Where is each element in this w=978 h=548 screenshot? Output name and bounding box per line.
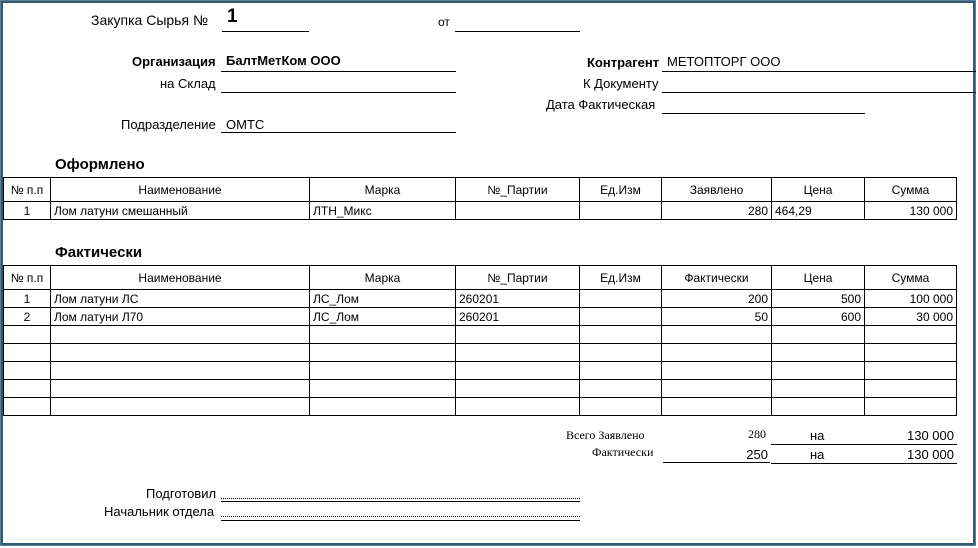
declared-total-label: Всего Заявлено bbox=[566, 428, 645, 442]
col-declared: Заявлено bbox=[662, 178, 772, 202]
actual-total-na: на bbox=[810, 447, 825, 462]
declared-total-na: на bbox=[810, 428, 825, 443]
row-price: 500 bbox=[772, 290, 865, 308]
row-sum: 30 000 bbox=[865, 308, 957, 326]
row-grade: ЛС_Лом bbox=[310, 290, 456, 308]
col-unit: Ед.Изм bbox=[580, 178, 662, 202]
dept-underline bbox=[221, 131, 456, 133]
org-underline bbox=[221, 70, 456, 72]
row-qty: 50 bbox=[662, 308, 772, 326]
col-number: № п.п bbox=[4, 266, 51, 290]
number-underline bbox=[222, 30, 309, 32]
col-batch: №_Партии bbox=[456, 266, 580, 290]
empty-row bbox=[4, 362, 957, 380]
warehouse-underline bbox=[221, 91, 456, 93]
declared-total-sum: 130 000 bbox=[907, 428, 954, 443]
row-price: 600 bbox=[772, 308, 865, 326]
prepared-label: Подготовил bbox=[146, 486, 217, 501]
row-grade: ЛТН_Микс bbox=[310, 202, 456, 220]
doc-label: К Документу bbox=[583, 76, 659, 91]
prepared-signature-line bbox=[221, 498, 580, 499]
row-number: 1 bbox=[4, 290, 51, 308]
org-value: БалтМетКом ООО bbox=[226, 53, 341, 68]
declared-total-qty: 280 bbox=[748, 427, 766, 441]
declared-total-underline bbox=[771, 443, 957, 445]
doc-underline bbox=[662, 91, 976, 93]
row-unit bbox=[580, 308, 662, 326]
table-row bbox=[4, 202, 957, 220]
col-sum: Сумма bbox=[865, 266, 957, 290]
document-number: 1 bbox=[227, 6, 238, 27]
head-signature-line bbox=[221, 516, 580, 517]
empty-row bbox=[4, 398, 957, 416]
dept-value: ОМТС bbox=[226, 117, 265, 132]
registered-header-row bbox=[4, 178, 957, 202]
row-number: 1 bbox=[4, 202, 51, 220]
counterparty-label: Контрагент bbox=[587, 55, 660, 70]
row-grade: ЛС_Лом bbox=[310, 308, 456, 326]
table-row bbox=[4, 308, 957, 326]
actual-total-underline bbox=[771, 462, 957, 464]
row-qty: 280 bbox=[662, 202, 772, 220]
actual-header-row bbox=[4, 266, 957, 290]
registered-title: Оформлено bbox=[55, 156, 145, 173]
row-qty: 200 bbox=[662, 290, 772, 308]
warehouse-label: на Склад bbox=[160, 76, 216, 91]
dept-label: Подразделение bbox=[121, 117, 216, 132]
col-grade: Марка bbox=[310, 178, 456, 202]
row-number: 2 bbox=[4, 308, 51, 326]
actual-total-qty: 250 bbox=[746, 447, 768, 462]
col-actual: Фактически bbox=[662, 266, 772, 290]
date-label: Дата Фактическая bbox=[546, 97, 656, 112]
empty-row bbox=[4, 344, 957, 362]
row-name: Лом латуни ЛС bbox=[51, 290, 310, 308]
from-label: от bbox=[438, 15, 450, 29]
counterparty-underline bbox=[662, 70, 976, 72]
actual-title: Фактически bbox=[55, 244, 143, 261]
actual-table bbox=[3, 265, 957, 416]
col-sum: Сумма bbox=[865, 178, 957, 202]
registered-table bbox=[3, 177, 957, 220]
from-underline bbox=[455, 30, 580, 32]
org-label: Организация bbox=[132, 54, 216, 69]
counterparty-value: МЕТОПТОРГ ООО bbox=[667, 54, 781, 69]
row-name: Лом латуни смешанный bbox=[51, 202, 310, 220]
head-label: Начальник отдела bbox=[104, 504, 215, 519]
date-underline bbox=[662, 112, 865, 114]
col-number: № п.п bbox=[4, 178, 51, 202]
actual-total-label: Фактически bbox=[592, 445, 654, 459]
empty-row bbox=[4, 380, 957, 398]
col-price: Цена bbox=[772, 266, 865, 290]
row-batch: 260201 bbox=[456, 290, 580, 308]
col-name: Наименование bbox=[51, 266, 310, 290]
head-underline bbox=[221, 519, 580, 521]
row-batch bbox=[456, 202, 580, 220]
row-batch: 260201 bbox=[456, 308, 580, 326]
row-unit bbox=[580, 290, 662, 308]
row-unit bbox=[580, 202, 662, 220]
row-sum: 100 000 bbox=[865, 290, 957, 308]
table-row bbox=[4, 290, 957, 308]
col-price: Цена bbox=[772, 178, 865, 202]
empty-row bbox=[4, 326, 957, 344]
prepared-underline bbox=[221, 500, 580, 502]
row-sum: 130 000 bbox=[865, 202, 957, 220]
col-name: Наименование bbox=[51, 178, 310, 202]
title-label: Закупка Сырья № bbox=[91, 12, 208, 28]
col-grade: Марка bbox=[310, 266, 456, 290]
col-unit: Ед.Изм bbox=[580, 266, 662, 290]
row-name: Лом латуни Л70 bbox=[51, 308, 310, 326]
actual-total-sum: 130 000 bbox=[907, 447, 954, 462]
row-price: 464,29 bbox=[772, 202, 865, 220]
col-batch: №_Партии bbox=[456, 178, 580, 202]
